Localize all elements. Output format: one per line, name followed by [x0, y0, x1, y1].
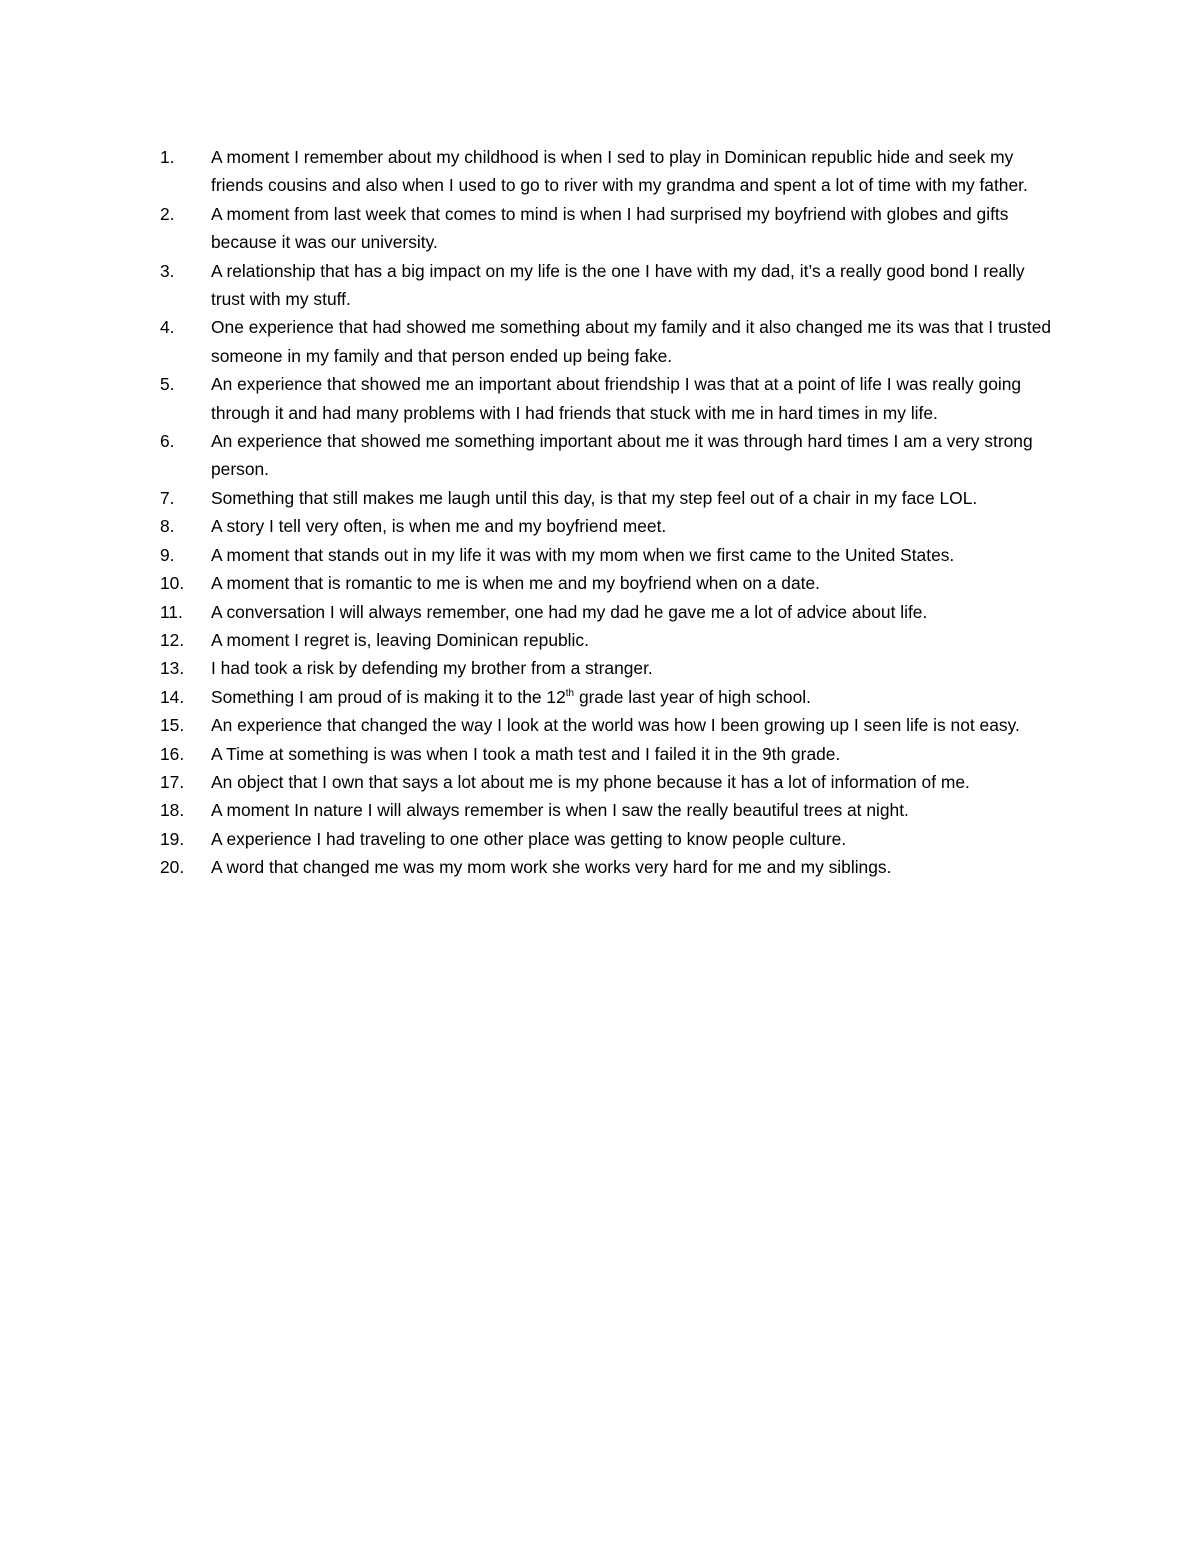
item-number: 10.: [160, 573, 185, 594]
list-item: [160, 370, 1060, 427]
item-text: A word that changed me was my mom work she works very hard for me and my siblings.: [211, 857, 892, 878]
item-number: 9.: [160, 544, 175, 565]
item-number: 11.: [160, 601, 183, 622]
item-number: 13.: [160, 658, 185, 679]
item-number: 15.: [160, 715, 185, 736]
item-text-before: Something I am proud of is making it to the 12: [211, 686, 566, 707]
list-item: [160, 313, 1060, 370]
item-text: A moment that stands out in my life it was with my mom when we first came to the United States.: [211, 544, 955, 565]
item-text: I had took a risk by defending my brother from a stranger.: [211, 658, 653, 679]
item-number: 6.: [160, 431, 175, 452]
item-text: A experience I had traveling to one other place was getting to know people culture.: [211, 828, 847, 849]
item-text: One experience that had showed me something about my family and it also changed me its was that I trusted someone in my family and that person ended up being fake.: [211, 317, 1052, 366]
item-text: A moment I regret is, leaving Dominican republic.: [211, 629, 589, 650]
item-number: 19.: [160, 828, 185, 849]
item-text: A story I tell very often, is when me and my boyfriend meet.: [211, 516, 667, 537]
ordinal-superscript: th: [565, 687, 575, 699]
item-text: A relationship that has a big impact on my life is the one I have with my dad, it’s a really good bond I really trust with my stuff.: [211, 260, 1025, 310]
item-text-after: grade last year of high school.: [574, 686, 811, 707]
list-item: [160, 484, 1060, 512]
item-number: 4.: [160, 317, 175, 338]
list-item: [160, 654, 1060, 682]
item-number: 3.: [160, 260, 175, 281]
item-number: 20.: [160, 857, 185, 878]
item-number: 7.: [160, 487, 175, 508]
list-item: [160, 257, 1060, 314]
item-text: A moment from last week that comes to mind is when I had surprised my boyfriend with globes and gifts because it was our university.: [211, 203, 1009, 253]
item-number: 5.: [160, 374, 175, 395]
item-text: An experience that showed me something important about me it was through hard times I am a very strong person.: [211, 431, 1033, 480]
item-text: A Time at something is was when I took a math test and I failed it in the 9th grade.: [211, 743, 841, 764]
item-number: 18.: [160, 800, 185, 821]
item-text: A moment In nature I will always remember is when I saw the really beautiful trees at night.: [211, 800, 909, 821]
item-number: 17.: [160, 771, 185, 792]
item-number: 14.: [160, 686, 185, 707]
numbered-list: [160, 143, 1060, 882]
item-text: An experience that showed me an important about friendship I was that at a point of life I was really going through it and had many problems with I had friends that stuck with me in hard times in my life.: [211, 374, 1022, 423]
item-text: A conversation I will always remember, one had my dad he gave me a lot of advice about life.: [211, 601, 928, 622]
item-number: 16.: [160, 743, 185, 764]
list-item: [160, 541, 1060, 569]
list-item: [160, 825, 1060, 853]
item-number: 2.: [160, 203, 175, 224]
item-text: Something that still makes me laugh until this day, is that my step feel out of a chair in my face LOL.: [211, 487, 978, 508]
list-item: [160, 853, 1060, 881]
item-text: An experience that changed the way I look at the world was how I been growing up I seen life is not easy.: [211, 715, 1020, 736]
list-item: [160, 740, 1060, 768]
list-item: [160, 569, 1060, 597]
list-item: [160, 598, 1060, 626]
list-item: [160, 683, 1060, 711]
item-number: 8.: [160, 516, 175, 537]
list-item: [160, 200, 1060, 257]
list-item: [160, 427, 1060, 484]
item-text: A moment I remember about my childhood is when I sed to play in Dominican republic hide and seek my friends cousins and also when I used to go to river with my grandma and spent a lot of time with my father.: [211, 147, 1028, 196]
list-item: [160, 711, 1060, 739]
list-item: [160, 512, 1060, 540]
list-item: [160, 796, 1060, 824]
item-number: 12.: [160, 629, 185, 650]
list-item: [160, 626, 1060, 654]
item-number: 1.: [160, 147, 175, 167]
list-item: [160, 768, 1060, 796]
list-item: [160, 143, 1060, 200]
item-text: An object that I own that says a lot about me is my phone because it has a lot of information of me.: [211, 771, 970, 792]
item-text: [211, 683, 1060, 711]
item-text: A moment that is romantic to me is when me and my boyfriend when on a date.: [211, 573, 820, 594]
